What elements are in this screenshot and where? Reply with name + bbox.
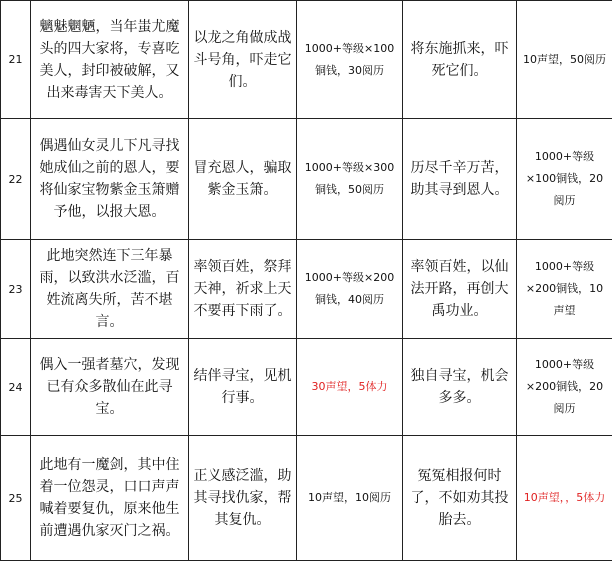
- row-number: 25: [1, 436, 31, 561]
- row-number: 22: [1, 119, 31, 240]
- option-a-cost: 30声望，5体力: [297, 339, 403, 436]
- table-row: [1, 436, 612, 561]
- row-number: 24: [1, 339, 31, 436]
- option-b-cost: 1000+等级×100铜钱，20阅历: [517, 119, 612, 240]
- option-a-cost: 1000+等级×200铜钱，40阅历: [297, 240, 403, 339]
- event-description: 偶入一强者墓穴，发现已有众多散仙在此寻宝。: [31, 339, 189, 436]
- option-b-text: 冤冤相报何时了，不如劝其投胎去。: [403, 436, 517, 561]
- option-b-cost: 1000+等级×200铜钱，10声望: [517, 240, 612, 339]
- table-row: [1, 339, 612, 436]
- event-description: 偶遇仙女灵儿下凡寻找她成仙之前的恩人，要将仙家宝物紫金玉箫赠予他，以报大恩。: [31, 119, 189, 240]
- event-description: 魑魅魍魉，当年蚩尤魔头的四大家将，专喜吃美人，封印被破解，又出来毒害天下美人。: [31, 1, 189, 119]
- option-a-cost: 1000+等级×100铜钱，30阅历: [297, 1, 403, 119]
- row-number: 23: [1, 240, 31, 339]
- option-b-text: 历尽千辛万苦，助其寻到恩人。: [403, 119, 517, 240]
- option-b-text: 独自寻宝，机会多多。: [403, 339, 517, 436]
- option-a-cost: 1000+等级×300铜钱，50阅历: [297, 119, 403, 240]
- option-a-cost: 10声望，10阅历: [297, 436, 403, 561]
- option-a-text: 率领百姓，祭拜天神，祈求上天不要再下雨了。: [189, 240, 297, 339]
- option-a-text: 以龙之角做成战斗号角，吓走它们。: [189, 1, 297, 119]
- row-number: 21: [1, 1, 31, 119]
- option-a-text: 正义感泛滥，助其寻找仇家，帮其复仇。: [189, 436, 297, 561]
- table-row: [1, 119, 612, 240]
- event-description: 此地突然连下三年暴雨，以致洪水泛滥，百姓流离失所，苦不堪言。: [31, 240, 189, 339]
- option-a-text: 冒充恩人，骗取紫金玉箫。: [189, 119, 297, 240]
- table-row: [1, 1, 612, 119]
- option-a-text: 结伴寻宝，见机行事。: [189, 339, 297, 436]
- option-b-text: 将东施抓来，吓死它们。: [403, 1, 517, 119]
- event-description: 此地有一魔剑，其中住着一位怨灵，口口声声喊着要复仇，原来他生前遭遇仇家灭门之祸。: [31, 436, 189, 561]
- table-row: [1, 240, 612, 339]
- option-b-cost: 1000+等级×200铜钱，20阅历: [517, 339, 612, 436]
- option-b-cost: 10声望，50阅历: [517, 1, 612, 119]
- option-b-text: 率领百姓，以仙法开路，再创大禹功业。: [403, 240, 517, 339]
- option-b-cost: 10声望，，5体力: [517, 436, 612, 561]
